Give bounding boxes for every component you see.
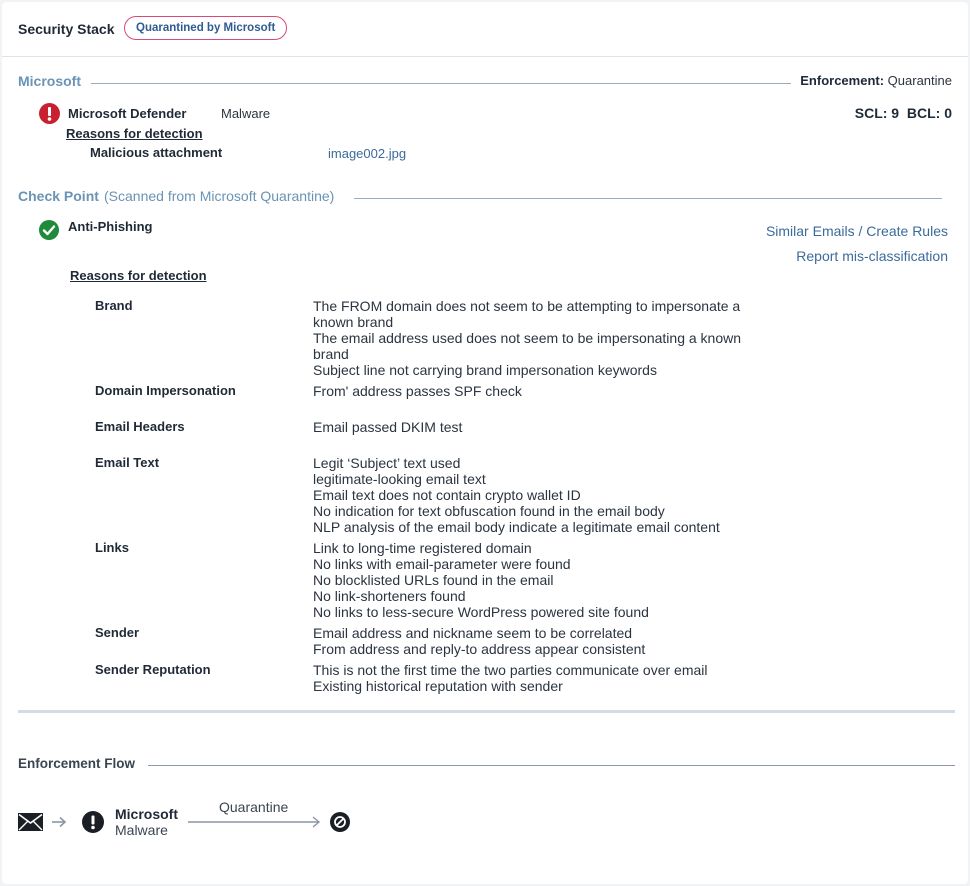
- reason-line: legitimate-looking email text: [313, 471, 486, 487]
- reason-details: [313, 540, 773, 620]
- reason-line: Legit ‘Subject’ text used: [313, 455, 461, 471]
- reason-line: Email address and nickname seem to be correlated: [313, 625, 633, 641]
- bcl-score: BCL: 0: [906, 105, 952, 121]
- reason-line: Email passed DKIM test: [313, 419, 463, 435]
- enforcement-label: Enforcement:: [800, 73, 885, 88]
- enforcement-value: Quarantine: [887, 73, 952, 88]
- reason-line: No indication for text obfuscation found in the email body: [313, 503, 665, 519]
- reason-line: From address and reply-to address appear consistent: [313, 641, 646, 657]
- reason-line: No links with email-parameter were found: [313, 556, 571, 572]
- page-title: Security Stack: [18, 21, 115, 37]
- flow-engine-name: Microsoft: [115, 806, 178, 822]
- reason-line: Existing historical reputation with sender: [313, 678, 563, 694]
- checkpoint-section-subtitle: (Scanned from Microsoft Quarantine): [104, 188, 335, 204]
- checkpoint-section-title: Check Point: [18, 188, 99, 204]
- checkpoint-engine-name: Anti-Phishing: [68, 219, 153, 234]
- checkpoint-reasons-link[interactable]: Reasons for detection: [70, 268, 207, 283]
- security-stack-card: [2, 2, 968, 884]
- reason-details: [313, 419, 773, 435]
- reason-label: Brand: [95, 298, 133, 313]
- flow-action-label: Quarantine: [219, 799, 289, 815]
- malicious-attachment-label: Malicious attachment: [90, 145, 223, 160]
- microsoft-engine-name: Microsoft Defender: [68, 106, 187, 121]
- reason-details: [313, 455, 773, 535]
- flow-verdict: Malware: [115, 822, 168, 838]
- reason-line: No blocklisted URLs found in the email: [313, 572, 554, 588]
- arrow-right-icon: [51, 814, 67, 830]
- reason-label: Email Text: [95, 455, 160, 470]
- checkmark-icon: [39, 220, 59, 240]
- microsoft-section-rule: [91, 83, 791, 84]
- reason-details: [313, 298, 773, 378]
- reason-details: [313, 383, 773, 399]
- reason-line: The FROM domain does not seem to be attempting to impersonate a: [313, 298, 741, 314]
- reason-line: No link-shorteners found: [313, 588, 466, 604]
- reason-line: The email address used does not seem to be impersonating a known: [313, 330, 742, 346]
- similar-emails-link[interactable]: Similar Emails / Create Rules: [765, 223, 948, 239]
- reason-line: No links to less-secure WordPress powered site found: [313, 604, 649, 620]
- reason-label: Sender Reputation: [95, 662, 211, 677]
- microsoft-reasons-link[interactable]: Reasons for detection: [66, 126, 203, 141]
- microsoft-verdict: Malware: [221, 106, 271, 121]
- reason-line: Email text does not contain crypto wallet ID: [313, 487, 581, 503]
- reason-line: From' address passes SPF check: [313, 383, 522, 399]
- reason-line: Link to long-time registered domain: [313, 540, 532, 556]
- reason-label: Domain Impersonation: [95, 383, 236, 398]
- enforcement-flow-title: Enforcement Flow: [18, 756, 136, 771]
- reason-line: known brand: [313, 314, 394, 330]
- reason-line: Subject line not carrying brand impersonation keywords: [313, 362, 657, 378]
- reason-line: This is not the first time the two parties communicate over email: [313, 662, 708, 678]
- alert-icon: [82, 811, 104, 833]
- reason-line: NLP analysis of the email body indicate a legitimate email content: [313, 519, 720, 535]
- reason-line: brand: [313, 346, 349, 362]
- report-misclassification-link[interactable]: Report mis-classification: [796, 248, 948, 264]
- attachment-file-link[interactable]: image002.jpg: [328, 146, 407, 161]
- section-divider: [18, 710, 955, 713]
- checkpoint-section-rule: [354, 198, 942, 199]
- quarantine-status-badge: Quarantined by Microsoft: [124, 16, 287, 40]
- enforcement-flow-rule: [148, 765, 955, 766]
- blocked-icon: [330, 812, 350, 832]
- reason-label: Email Headers: [95, 419, 185, 434]
- malware-alert-icon: [39, 103, 60, 124]
- enforcement-summary: [800, 73, 952, 88]
- reason-details: [313, 625, 773, 657]
- envelope-icon: [18, 813, 43, 831]
- reason-label: Links: [95, 540, 129, 555]
- reason-details: [313, 662, 773, 694]
- spam-scores: [855, 105, 952, 121]
- flow-arrow-icon: [188, 815, 322, 829]
- scl-score: SCL: 9: [854, 105, 900, 121]
- microsoft-section-title: Microsoft: [18, 73, 81, 89]
- card-header: [2, 2, 968, 57]
- reason-label: Sender: [95, 625, 140, 640]
